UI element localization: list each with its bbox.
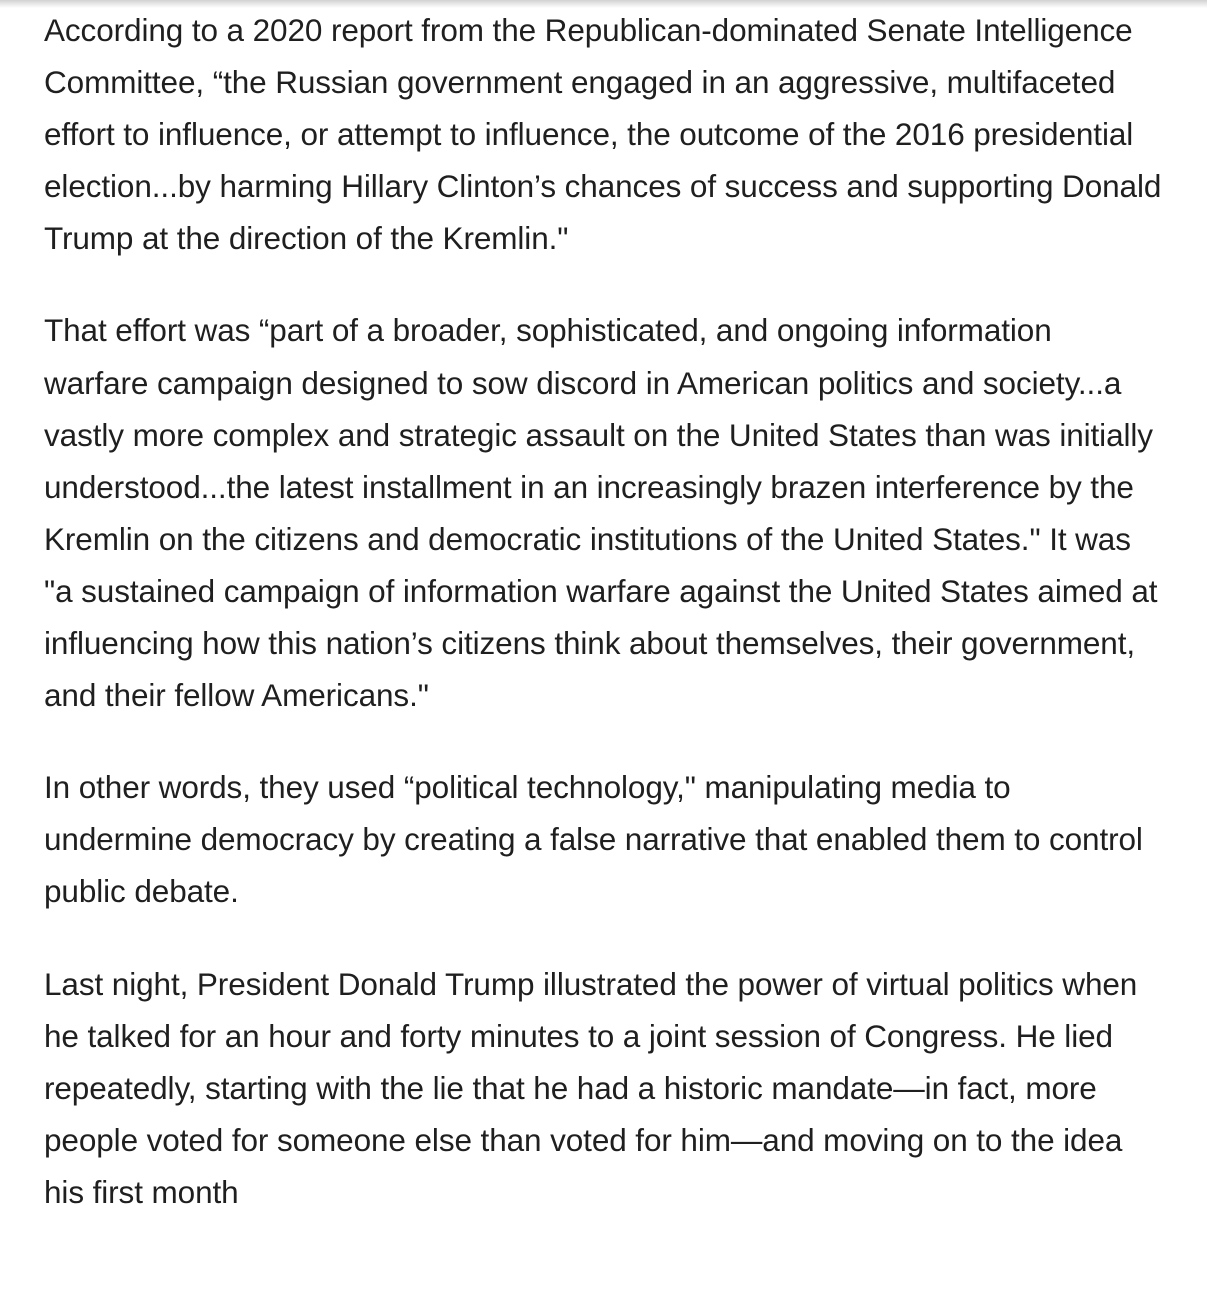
paragraph-political-technology: In other words, they used “political technology," manipulating media to undermine democracy by creating a false narrative that enabled them to control public debate.: [44, 769, 1143, 910]
article-body: [44, 4, 1164, 1258]
paragraph-joint-session: Last night, President Donald Trump illustrated the power of virtual politics when he talked for an hour and forty minutes to a joint session of Congress. He lied repeatedly, starting with the lie that he had a historic mandate—in fact, more people voted for someone else than voted for him—and moving on to the idea his first month: [44, 965, 1138, 1210]
paragraph-senate-report: According to a 2020 report from the Republican-dominated Senate Intelligence Committee, “the Russian government engaged in an aggressive, multifaceted effort to influence, or attempt to influence, the outcome of the 2016 presidential election...by harming Hillary Clinton’s chances of success and supporting Donald Trump at the direction of the Kremlin.": [44, 12, 1162, 257]
paragraph-information-warfare: That effort was “part of a broader, sophisticated, and ongoing information warfare campaign designed to sow discord in American politics and society...a vastly more complex and strategic assault on the United States than was initially understood...the latest installment in an increasingly brazen interference by the Kremlin on the citizens and democratic institutions of the United States." It was "a sustained campaign of information warfare against the United States aimed at influencing how this nation’s citizens think about themselves, their government, and their fellow Americans.": [44, 312, 1158, 714]
